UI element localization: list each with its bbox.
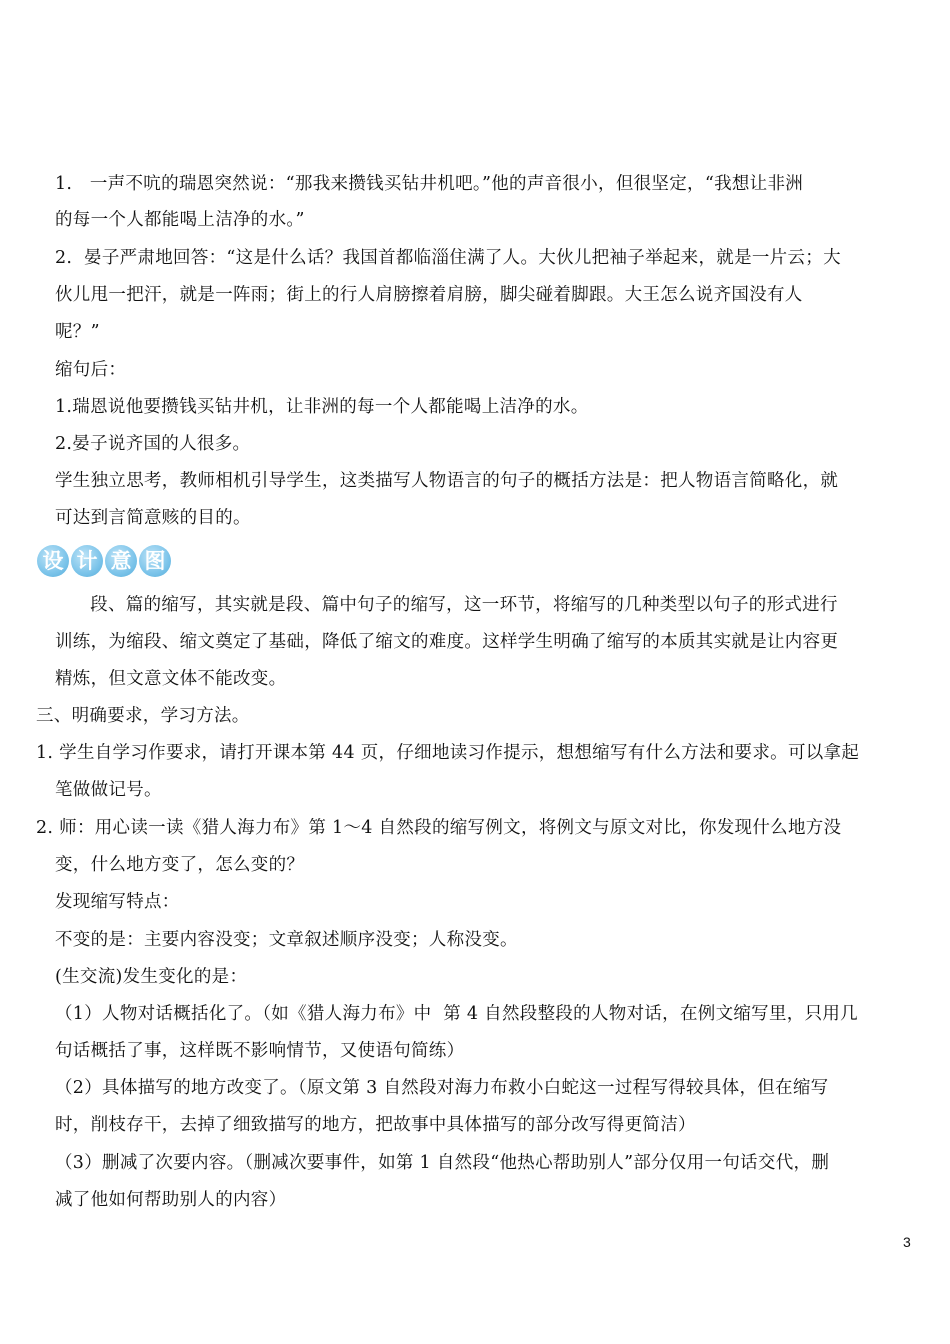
text-line: 缩句后：: [55, 360, 127, 380]
text-line: 2.晏子说齐国的人很多。: [55, 434, 251, 454]
text-line: 1. 学生自学习作要求，请打开课本第 44 页，仔细地读习作提示，想想缩写有什么方法和要求。可以拿起: [36, 743, 860, 763]
text-line: 时，削枝存干，去掉了细致描写的地方，把故事中具体描写的部分改写得更简洁）: [55, 1115, 696, 1135]
badge-char: 设: [37, 545, 69, 577]
text-line: 的每一个人都能喝上洁净的水。”: [55, 210, 305, 230]
badge-char: 图: [139, 545, 171, 577]
text-line: （1）人物对话概括化了。（如《猎人海力布》中 第 4 自然段整段的人物对话，在例文缩写里，只用几: [55, 1004, 858, 1024]
text-line: 伙儿甩一把汗，就是一阵雨；街上的行人肩膀擦着肩膀，脚尖碰着脚跟。大王怎么说齐国没有人: [55, 285, 803, 305]
badge-char: 意: [105, 545, 137, 577]
text-line: 2. 师：用心读一读《猎人海力布》第 1～4 自然段的缩写例文，将例文与原文对比，你发现什么地方没: [36, 818, 842, 838]
section-heading: 三、明确要求，学习方法。: [36, 706, 250, 726]
text-line: 训练，为缩段、缩文奠定了基础，降低了缩文的难度。这样学生明确了缩写的本质其实就是让内容更: [55, 632, 839, 652]
text-line: 可达到言简意赅的目的。: [55, 508, 251, 528]
text-line: 不变的是：主要内容没变；文章叙述顺序没变；人称没变。: [55, 930, 518, 950]
text-line: （2）具体描写的地方改变了。（原文第 3 自然段对海力布救小白蛇这一过程写得较具体，但在缩写: [55, 1078, 829, 1098]
text-line: 2. 晏子严肃地回答：“这是什么话？我国首都临淄住满了人。大伙儿把袖子举起来，就是一片云；大: [55, 248, 841, 268]
text-line: 笔做做记号。: [55, 780, 162, 800]
text-line: 段、篇的缩写，其实就是段、篇中句子的缩写，这一环节，将缩写的几种类型以句子的形式进行: [55, 595, 838, 615]
text-line: 学生独立思考，教师相机引导学生，这类描写人物语言的句子的概括方法是：把人物语言简略化，就: [55, 471, 839, 491]
text-line: 呢？”: [55, 322, 100, 342]
text-line: 发现缩写特点：: [55, 892, 180, 912]
text-line: 变，什么地方变了，怎么变的？: [55, 855, 305, 875]
design-intent-badge: [37, 545, 171, 577]
page-number: 3: [903, 1234, 911, 1250]
text-line: 1. 一声不吭的瑞恩突然说：“那我来攒钱买钻井机吧。”他的声音很小，但很坚定，“我想让非洲: [55, 174, 804, 194]
badge-char: 计: [71, 545, 103, 577]
text-line: 句话概括了事，这样既不影响情节，又使语句简练）: [55, 1041, 465, 1061]
text-line: （3）删减了次要内容。（删减次要事件，如第 1 自然段“他热心帮助别人”部分仅用一句话交代，删: [55, 1153, 830, 1173]
text-line: 1.瑞恩说他要攒钱买钻井机，让非洲的每一个人都能喝上洁净的水。: [55, 397, 589, 417]
text-line: 减了他如何帮助别人的内容）: [55, 1190, 287, 1210]
text-line: 精炼，但文意文体不能改变。: [55, 669, 287, 689]
text-line: (生交流)发生变化的是：: [55, 967, 248, 987]
